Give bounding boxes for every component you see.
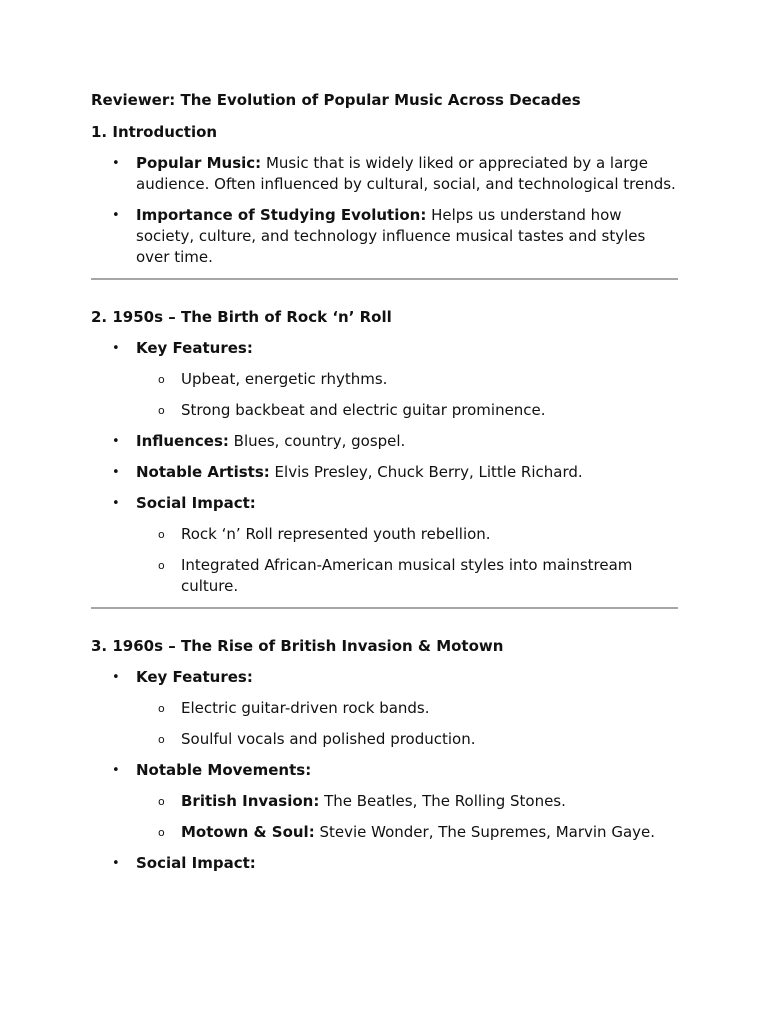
bullet-icon: • xyxy=(112,341,120,356)
list-item xyxy=(91,338,678,421)
term-label: Popular Music: xyxy=(136,154,262,172)
sub-list-item xyxy=(136,729,678,750)
section-heading-1950s: 2. 1950s – The Birth of Rock ‘n’ Roll xyxy=(91,308,392,326)
sub-list xyxy=(136,698,678,750)
sub-list-item xyxy=(136,791,678,812)
sub-item-text: Strong backbeat and electric guitar prominence. xyxy=(181,401,546,419)
sub-item-text: Integrated African-American musical styles into mainstream culture. xyxy=(181,556,633,595)
section-heading-1960s: 3. 1960s – The Rise of British Invasion & Motown xyxy=(91,637,504,655)
term-definition: Stevie Wonder, The Supremes, Marvin Gaye. xyxy=(314,823,656,841)
term-definition: Elvis Presley, Chuck Berry, Little Richard. xyxy=(269,463,583,481)
1960s-list xyxy=(91,667,678,874)
list-item xyxy=(91,760,678,843)
term-label: Notable Movements: xyxy=(136,761,312,779)
sub-list-item xyxy=(136,369,678,390)
sub-item-text: Soulful vocals and polished production. xyxy=(181,730,476,748)
term-definition: Music that is widely liked or appreciated by a large audience. Often influenced by cultural, social, and technological trends. xyxy=(136,154,676,193)
bullet-icon: • xyxy=(112,465,120,480)
bullet-icon: • xyxy=(112,670,120,685)
sub-bullet-icon: o xyxy=(158,528,165,541)
sub-list xyxy=(136,791,678,843)
list-item xyxy=(91,853,678,874)
term-label: Notable Artists: xyxy=(136,463,270,481)
bullet-icon: • xyxy=(112,208,120,223)
sub-bullet-icon: o xyxy=(158,404,165,417)
term-label: Social Impact: xyxy=(136,854,256,872)
sub-item-text: Upbeat, energetic rhythms. xyxy=(181,370,388,388)
section-divider xyxy=(91,607,678,609)
sub-list-item xyxy=(136,822,678,843)
term-definition: Blues, country, gospel. xyxy=(228,432,406,450)
introduction-list xyxy=(91,153,678,268)
term-label: Key Features: xyxy=(136,339,253,357)
term-label: Social Impact: xyxy=(136,494,256,512)
term-label: Key Features: xyxy=(136,668,253,686)
bullet-icon: • xyxy=(112,434,120,449)
list-item xyxy=(91,153,678,195)
term-label: Influences: xyxy=(136,432,229,450)
bullet-icon: • xyxy=(112,496,120,511)
section-divider xyxy=(91,278,678,280)
term-label: British Invasion: xyxy=(181,792,320,810)
sub-list-item xyxy=(136,555,678,597)
sub-list-item xyxy=(136,400,678,421)
bullet-icon: • xyxy=(112,763,120,778)
document-title: Reviewer: The Evolution of Popular Music Across Decades xyxy=(91,91,581,109)
sub-bullet-icon: o xyxy=(158,733,165,746)
bullet-icon: • xyxy=(112,156,120,171)
list-item xyxy=(91,462,678,483)
sub-item-text: Rock ‘n’ Roll represented youth rebellion. xyxy=(181,525,491,543)
list-item xyxy=(91,493,678,597)
sub-bullet-icon: o xyxy=(158,559,165,572)
bullet-icon: • xyxy=(112,856,120,871)
1950s-list xyxy=(91,338,678,597)
list-item xyxy=(91,431,678,452)
sub-bullet-icon: o xyxy=(158,702,165,715)
sub-bullet-icon: o xyxy=(158,373,165,386)
list-item xyxy=(91,205,678,268)
sub-bullet-icon: o xyxy=(158,826,165,839)
term-definition: The Beatles, The Rolling Stones. xyxy=(319,792,566,810)
sub-bullet-icon: o xyxy=(158,795,165,808)
term-label: Importance of Studying Evolution: xyxy=(136,206,427,224)
sub-list-item xyxy=(136,524,678,545)
sub-item-text: Electric guitar-driven rock bands. xyxy=(181,699,430,717)
sub-list xyxy=(136,369,678,421)
term-label: Motown & Soul: xyxy=(181,823,315,841)
term-definition: Helps us understand how society, culture, and technology influence musical tastes and styles over time. xyxy=(136,206,646,266)
list-item xyxy=(91,667,678,750)
section-heading-introduction: 1. Introduction xyxy=(91,123,218,141)
sub-list xyxy=(136,524,678,597)
sub-list-item xyxy=(136,698,678,719)
document-body xyxy=(91,90,678,884)
